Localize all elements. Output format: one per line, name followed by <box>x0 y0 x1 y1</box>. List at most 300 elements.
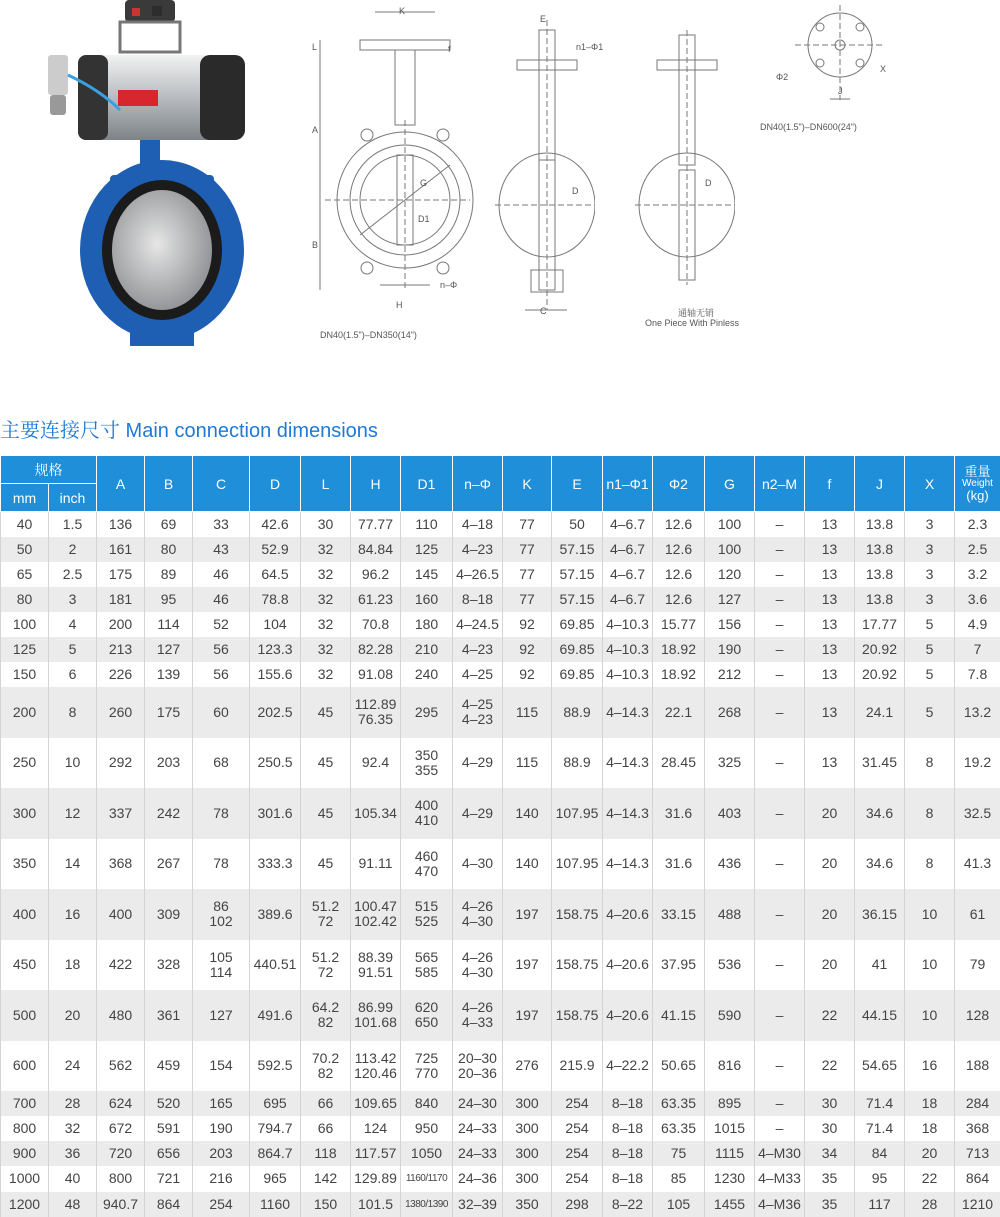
cell-line: 112.89 <box>351 697 400 712</box>
cell-H <box>351 990 401 1041</box>
cell-D1: 950 <box>401 1116 453 1141</box>
cell-G: 590 <box>705 990 755 1041</box>
cell-G: 816 <box>705 1041 755 1092</box>
cell-D1: 125 <box>401 537 453 562</box>
cell-H: 109.65 <box>351 1091 401 1116</box>
cell-H: 61.23 <box>351 587 401 612</box>
cell-D: 440.51 <box>250 940 301 991</box>
cell-D: 491.6 <box>250 990 301 1041</box>
cell-D1: 1050 <box>401 1141 453 1166</box>
cell-inch: 4 <box>49 612 97 637</box>
cell-n2-m: – <box>755 537 805 562</box>
cell-line: 72 <box>301 914 350 929</box>
cell-n-phi: 4–24.5 <box>453 612 503 637</box>
cell-C: 33 <box>193 512 250 537</box>
cell-X: 3 <box>905 587 955 612</box>
cell-D1: 295 <box>401 687 453 738</box>
cell-L: 32 <box>301 612 351 637</box>
cell-E: 254 <box>552 1116 603 1141</box>
cell-C: 78 <box>193 788 250 839</box>
cell-n-phi: 4–23 <box>453 637 503 662</box>
cell-A: 181 <box>97 587 145 612</box>
cell-D: 64.5 <box>250 562 301 587</box>
cell-weight: 4.9 <box>955 612 1000 637</box>
cell-C: 254 <box>193 1192 250 1217</box>
cell-D1: 180 <box>401 612 453 637</box>
cell-J: 41 <box>855 940 905 991</box>
cell-D: 965 <box>250 1166 301 1191</box>
cell-C: 60 <box>193 687 250 738</box>
dim-label-d-pinless: D <box>705 178 712 188</box>
cell-C: 46 <box>193 587 250 612</box>
cell-inch: 2.5 <box>49 562 97 587</box>
cell-line: 4–26 <box>453 899 502 914</box>
cell-line: 400 <box>401 798 452 813</box>
cell-L <box>301 889 351 940</box>
cell-K: 77 <box>503 512 552 537</box>
cell-n1-phi1: 4–10.3 <box>603 612 653 637</box>
cell-phi2: 22.1 <box>653 687 705 738</box>
table-row <box>1 990 1000 1041</box>
cell-phi2: 18.92 <box>653 637 705 662</box>
table-row <box>1 889 1000 940</box>
header-f: f <box>805 456 855 512</box>
cell-f: 13 <box>805 512 855 537</box>
cell-phi2: 31.6 <box>653 839 705 890</box>
cell-J: 95 <box>855 1166 905 1191</box>
cell-mm: 350 <box>1 839 49 890</box>
cell-n2-m: – <box>755 662 805 687</box>
cell-f: 13 <box>805 687 855 738</box>
table-row <box>1 537 1000 562</box>
cell-line: 620 <box>401 1000 452 1015</box>
cell-n2-m: – <box>755 738 805 789</box>
cell-weight: 368 <box>955 1116 1000 1141</box>
cell-K: 197 <box>503 940 552 991</box>
cell-G: 488 <box>705 889 755 940</box>
cell-C: 68 <box>193 738 250 789</box>
product-drawings-area <box>0 0 1000 360</box>
cell-D: 794.7 <box>250 1116 301 1141</box>
cell-mm: 300 <box>1 788 49 839</box>
cell-n-phi: 4–30 <box>453 839 503 890</box>
cell-n2-m: 4–M30 <box>755 1141 805 1166</box>
cell-D: 695 <box>250 1091 301 1116</box>
cell-B: 95 <box>145 587 193 612</box>
cell-A: 562 <box>97 1041 145 1092</box>
cell-J: 17.77 <box>855 612 905 637</box>
cell-f: 35 <box>805 1166 855 1191</box>
cell-H <box>351 687 401 738</box>
dim-label-d1: D1 <box>418 214 430 224</box>
cell-n1-phi1: 4–20.6 <box>603 940 653 991</box>
cell-line: 4–23 <box>453 712 502 727</box>
cell-n-phi: 32–39 <box>453 1192 503 1217</box>
cell-G: 100 <box>705 512 755 537</box>
table-row <box>1 1041 1000 1092</box>
cell-G: 536 <box>705 940 755 991</box>
cell-J: 24.1 <box>855 687 905 738</box>
cell-A: 422 <box>97 940 145 991</box>
dim-label-phi2: Φ2 <box>776 72 788 82</box>
pinless-caption-en: One Piece With Pinless <box>645 318 739 328</box>
cell-C: 203 <box>193 1141 250 1166</box>
cell-H: 82.28 <box>351 637 401 662</box>
dim-label-c: C <box>540 306 547 316</box>
table-row <box>1 1192 1000 1217</box>
cell-K: 77 <box>503 587 552 612</box>
cell-weight: 13.2 <box>955 687 1000 738</box>
cell-phi2: 12.6 <box>653 587 705 612</box>
cell-inch: 40 <box>49 1166 97 1191</box>
cell-L: 45 <box>301 687 351 738</box>
cell-phi2: 28.45 <box>653 738 705 789</box>
cell-C: 154 <box>193 1041 250 1092</box>
cell-J: 34.6 <box>855 788 905 839</box>
cell-C: 78 <box>193 839 250 890</box>
cell-n1-phi1: 4–14.3 <box>603 839 653 890</box>
cell-line: 51.2 <box>301 899 350 914</box>
table-row <box>1 562 1000 587</box>
cell-B: 175 <box>145 687 193 738</box>
cell-E: 50 <box>552 512 603 537</box>
table-row <box>1 687 1000 738</box>
cell-J: 31.45 <box>855 738 905 789</box>
cell-D1: 210 <box>401 637 453 662</box>
cell-B: 328 <box>145 940 193 991</box>
cell-phi2: 12.6 <box>653 512 705 537</box>
table-row <box>1 662 1000 687</box>
cell-D1 <box>401 990 453 1041</box>
cell-inch: 28 <box>49 1091 97 1116</box>
cell-E: 57.15 <box>552 587 603 612</box>
header-weight-cn: 重量 <box>955 465 1000 479</box>
cell-phi2: 12.6 <box>653 562 705 587</box>
cell-mm: 900 <box>1 1141 49 1166</box>
cell-E: 215.9 <box>552 1041 603 1092</box>
cell-K: 300 <box>503 1166 552 1191</box>
cell-K: 300 <box>503 1091 552 1116</box>
cell-G: 268 <box>705 687 755 738</box>
cell-E: 298 <box>552 1192 603 1217</box>
cell-J: 36.15 <box>855 889 905 940</box>
cell-A: 161 <box>97 537 145 562</box>
cell-E: 107.95 <box>552 788 603 839</box>
cell-n-phi: 4–29 <box>453 738 503 789</box>
cell-n-phi: 4–29 <box>453 788 503 839</box>
cell-n-phi <box>453 940 503 991</box>
cell-E: 57.15 <box>552 537 603 562</box>
cell-n-phi: 24–33 <box>453 1116 503 1141</box>
cell-C <box>193 940 250 991</box>
header-weight-unit: (kg) <box>955 489 1000 503</box>
cell-f: 13 <box>805 662 855 687</box>
table-body <box>1 512 1000 1217</box>
cell-line: 64.2 <box>301 1000 350 1015</box>
cell-G: 156 <box>705 612 755 637</box>
cell-weight: 864 <box>955 1166 1000 1191</box>
cell-f: 35 <box>805 1192 855 1217</box>
cell-n-phi: 4–25 <box>453 662 503 687</box>
table-row <box>1 738 1000 789</box>
cell-n-phi: 24–36 <box>453 1166 503 1191</box>
cell-mm: 65 <box>1 562 49 587</box>
cell-phi2: 85 <box>653 1166 705 1191</box>
header-x: X <box>905 456 955 512</box>
cell-E: 88.9 <box>552 687 603 738</box>
cell-A: 175 <box>97 562 145 587</box>
cell-D1 <box>401 788 453 839</box>
cell-line: 515 <box>401 899 452 914</box>
cell-E: 254 <box>552 1141 603 1166</box>
cell-n1-phi1: 4–6.7 <box>603 512 653 537</box>
cell-n2-m: 4–M33 <box>755 1166 805 1191</box>
cell-inch: 20 <box>49 990 97 1041</box>
cell-E: 158.75 <box>552 990 603 1041</box>
cell-weight: 128 <box>955 990 1000 1041</box>
cell-A: 260 <box>97 687 145 738</box>
cell-line: 120.46 <box>351 1066 400 1081</box>
cell-n2-m: 4–M36 <box>755 1192 805 1217</box>
dim-label-j: J <box>838 86 843 96</box>
cell-L: 142 <box>301 1166 351 1191</box>
cell-A: 368 <box>97 839 145 890</box>
cell-A: 213 <box>97 637 145 662</box>
cell-n-phi <box>453 1041 503 1092</box>
header-mm: mm <box>1 484 49 512</box>
cell-inch: 48 <box>49 1192 97 1217</box>
cell-mm: 700 <box>1 1091 49 1116</box>
cell-D1 <box>401 1041 453 1092</box>
cell-line: 565 <box>401 950 452 965</box>
side-section-drawing <box>495 10 595 330</box>
cell-K: 92 <box>503 637 552 662</box>
cell-L: 30 <box>301 512 351 537</box>
cell-G: 403 <box>705 788 755 839</box>
cell-B: 114 <box>145 612 193 637</box>
cell-L: 45 <box>301 738 351 789</box>
cell-f: 20 <box>805 940 855 991</box>
cell-weight: 79 <box>955 940 1000 991</box>
cell-phi2: 12.6 <box>653 537 705 562</box>
cell-inch: 6 <box>49 662 97 687</box>
header-g: G <box>705 456 755 512</box>
cell-line: 114 <box>193 965 249 980</box>
cell-f: 30 <box>805 1116 855 1141</box>
cell-D: 864.7 <box>250 1141 301 1166</box>
cell-B: 80 <box>145 537 193 562</box>
cell-H: 124 <box>351 1116 401 1141</box>
cell-inch: 36 <box>49 1141 97 1166</box>
cell-A: 136 <box>97 512 145 537</box>
cell-inch: 18 <box>49 940 97 991</box>
header-h: H <box>351 456 401 512</box>
cell-n1-phi1: 4–10.3 <box>603 662 653 687</box>
cell-D: 333.3 <box>250 839 301 890</box>
cell-G: 120 <box>705 562 755 587</box>
cell-weight: 713 <box>955 1141 1000 1166</box>
cell-J: 71.4 <box>855 1116 905 1141</box>
cell-B: 656 <box>145 1141 193 1166</box>
cell-L: 32 <box>301 537 351 562</box>
cell-mm: 1200 <box>1 1192 49 1217</box>
cell-f: 20 <box>805 839 855 890</box>
cell-J: 13.8 <box>855 587 905 612</box>
header-weight-en: Weight <box>955 479 1000 489</box>
cell-n1-phi1: 8–22 <box>603 1192 653 1217</box>
cell-n2-m: – <box>755 637 805 662</box>
cell-J: 13.8 <box>855 512 905 537</box>
cell-K: 140 <box>503 839 552 890</box>
cell-A: 200 <box>97 612 145 637</box>
dim-label-f: f <box>448 44 451 54</box>
table-row <box>1 587 1000 612</box>
dim-label-n-phi: n–Φ <box>440 280 457 290</box>
cell-mm: 800 <box>1 1116 49 1141</box>
cell-X: 10 <box>905 940 955 991</box>
dim-label-x: X <box>880 64 886 74</box>
cell-D1: 1380/1390 <box>401 1192 453 1217</box>
cell-H: 101.5 <box>351 1192 401 1217</box>
table-row <box>1 637 1000 662</box>
cell-phi2: 18.92 <box>653 662 705 687</box>
valve-photo <box>40 0 280 350</box>
cell-B: 591 <box>145 1116 193 1141</box>
cell-f: 30 <box>805 1091 855 1116</box>
cell-L: 32 <box>301 662 351 687</box>
cell-G: 325 <box>705 738 755 789</box>
cell-A: 624 <box>97 1091 145 1116</box>
cell-inch: 5 <box>49 637 97 662</box>
cell-E: 57.15 <box>552 562 603 587</box>
cell-f: 13 <box>805 562 855 587</box>
cell-n-phi: 24–30 <box>453 1091 503 1116</box>
cell-line: 20–30 <box>453 1051 502 1066</box>
dim-label-n1-phi1: n1–Φ1 <box>576 42 603 52</box>
cell-phi2: 75 <box>653 1141 705 1166</box>
cell-phi2: 15.77 <box>653 612 705 637</box>
cell-n2-m: – <box>755 990 805 1041</box>
cell-f: 13 <box>805 738 855 789</box>
cell-n2-m: – <box>755 512 805 537</box>
cell-n1-phi1: 4–6.7 <box>603 537 653 562</box>
cell-B: 203 <box>145 738 193 789</box>
cell-weight: 3.2 <box>955 562 1000 587</box>
cell-G: 1230 <box>705 1166 755 1191</box>
cell-C: 52 <box>193 612 250 637</box>
cell-line: 4–30 <box>453 965 502 980</box>
cell-J: 44.15 <box>855 990 905 1041</box>
cell-weight: 2.3 <box>955 512 1000 537</box>
cell-line: 4–30 <box>453 914 502 929</box>
cell-mm: 1000 <box>1 1166 49 1191</box>
table-row <box>1 512 1000 537</box>
cell-L <box>301 1041 351 1092</box>
front-view-caption: DN40(1.5")–DN350(14") <box>320 330 417 340</box>
table-row <box>1 788 1000 839</box>
cell-J: 54.65 <box>855 1041 905 1092</box>
cell-K: 276 <box>503 1041 552 1092</box>
cell-D1: 840 <box>401 1091 453 1116</box>
cell-D1 <box>401 839 453 890</box>
cell-C: 56 <box>193 662 250 687</box>
cell-D1: 1160/1170 <box>401 1166 453 1191</box>
cell-line: 101.68 <box>351 1015 400 1030</box>
cell-line: 76.35 <box>351 712 400 727</box>
dim-label-e: E <box>540 14 546 24</box>
cell-line: 102 <box>193 914 249 929</box>
cell-L: 32 <box>301 637 351 662</box>
cell-f: 13 <box>805 612 855 637</box>
cell-line: 585 <box>401 965 452 980</box>
pinless-caption-cn: 通轴无销 <box>678 306 714 319</box>
header-weight <box>955 456 1000 512</box>
cell-X: 3 <box>905 537 955 562</box>
cell-H: 92.4 <box>351 738 401 789</box>
cell-A: 226 <box>97 662 145 687</box>
cell-H: 77.77 <box>351 512 401 537</box>
header-n1-phi1: n1–Φ1 <box>603 456 653 512</box>
cell-E: 158.75 <box>552 889 603 940</box>
cell-L: 32 <box>301 562 351 587</box>
cell-line: 72 <box>301 965 350 980</box>
cell-n1-phi1: 8–18 <box>603 1091 653 1116</box>
dim-label-l: L <box>312 42 317 52</box>
cell-f: 20 <box>805 788 855 839</box>
cell-line: 4–25 <box>453 697 502 712</box>
cell-n1-phi1: 8–18 <box>603 1116 653 1141</box>
cell-weight: 2.5 <box>955 537 1000 562</box>
cell-X: 28 <box>905 1192 955 1217</box>
flange-top-view-drawing <box>790 5 900 105</box>
cell-mm: 600 <box>1 1041 49 1092</box>
header-a: A <box>97 456 145 512</box>
cell-G: 1455 <box>705 1192 755 1217</box>
section-title: 主要连接尺寸 Main connection dimensions <box>0 414 378 443</box>
cell-X: 5 <box>905 637 955 662</box>
cell-mm: 100 <box>1 612 49 637</box>
cell-X: 8 <box>905 788 955 839</box>
cell-H: 117.57 <box>351 1141 401 1166</box>
cell-A: 940.7 <box>97 1192 145 1217</box>
cell-D: 389.6 <box>250 889 301 940</box>
cell-H: 91.08 <box>351 662 401 687</box>
cell-J: 84 <box>855 1141 905 1166</box>
cell-n1-phi1: 4–20.6 <box>603 889 653 940</box>
cell-K: 140 <box>503 788 552 839</box>
cell-mm: 500 <box>1 990 49 1041</box>
cell-line: 86.99 <box>351 1000 400 1015</box>
cell-line: 100.47 <box>351 899 400 914</box>
cell-n-phi: 4–23 <box>453 537 503 562</box>
cell-X: 18 <box>905 1091 955 1116</box>
cell-f: 22 <box>805 1041 855 1092</box>
cell-inch: 1.5 <box>49 512 97 537</box>
cell-phi2: 33.15 <box>653 889 705 940</box>
cell-K: 300 <box>503 1141 552 1166</box>
cell-J: 20.92 <box>855 662 905 687</box>
cell-n1-phi1: 4–14.3 <box>603 788 653 839</box>
header-e: E <box>552 456 603 512</box>
cell-line: 470 <box>401 864 452 879</box>
cell-G: 127 <box>705 587 755 612</box>
cell-n-phi <box>453 687 503 738</box>
cell-L: 150 <box>301 1192 351 1217</box>
cell-weight: 19.2 <box>955 738 1000 789</box>
header-d: D <box>250 456 301 512</box>
cell-B: 69 <box>145 512 193 537</box>
cell-D: 123.3 <box>250 637 301 662</box>
